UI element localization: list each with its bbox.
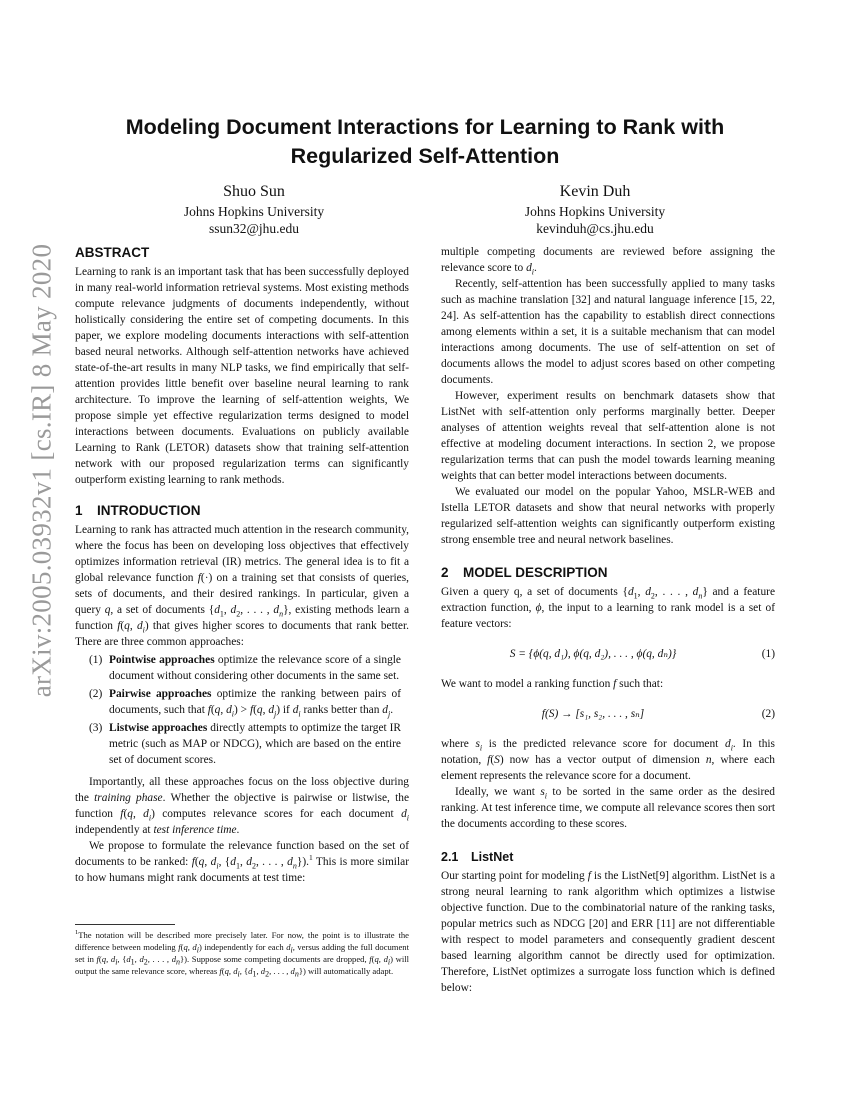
intro-paragraph-3: We propose to formulate the relevance function based on the set of documents to be ranked: f(q, $d_i$, {$d_1$, $d_2$, . . . , $d_n\}).^1$ This is more similar to how humans might rank documents at test time:	[75, 840, 409, 884]
equation-2	[441, 704, 775, 724]
author-email: ssun32@jhu.edu	[208, 221, 300, 236]
left-column	[75, 244, 409, 886]
section-title: INTRODUCTION	[97, 503, 201, 518]
model-paragraph-1: Given a query q, a set of documents {$d_1$, $d_2$, . . . , $d_n$} and a feature extraction function, ϕ, the input to a learning to rank model is a set of feature vectors:	[441, 586, 776, 630]
intro-paragraph-1: Learning to rank has attracted much attention in the research community, where the focus has been on developing loss objectives that effectively optimizes information retrieval (IR) metrics. The general idea is to fit a global relevance function f(·) on a training set that consists of queries, sets of documents, and their desired rankings. In particular, given a query q, a set of documents {$d_1$, $d_2$, . . . , $d_n$}, existing methods learn a function f(q, $d_i$) that gives higher scores to documents that rank better. There are three common approaches:	[75, 524, 410, 648]
listnet-paragraph-1: Our starting point for modeling f is the ListNet[9] algorithm. ListNet is a strong neural learning to rank algorithm which optimizes a listwise objective function. Due to the combinatorial nature of the ranking tasks, popular metrics such as NDCG [20] and ERR [11] are not differentiable with respect to model parameters and consequently gradient descent based learning algorithm cannot be directly used for optimization. Therefore, ListNet optimizes a surrogate loss function which is defined below:	[441, 870, 775, 994]
author-block-2	[445, 182, 745, 237]
author-block-1	[104, 182, 404, 237]
list-item: (2) Pairwise approaches optimize the ranking between pairs of documents, such that f(q, $d_i) > f(q$, $d_j$) if $d_i$ ranks better than $d_j$.	[89, 688, 401, 719]
section-title: ListNet	[471, 850, 514, 864]
arxiv-watermark	[22, 243, 62, 697]
author-email: kevinduh@cs.jhu.edu	[536, 221, 654, 236]
intro-paragraph-6: We evaluated our model on the popular Yahoo, MSLR-WEB and Istella LETOR datasets and show that neural networks with properly regularized self-attention weights can significantly outperform existing strong ensemble tree and neural network baselines.	[441, 486, 775, 546]
footnote: $^1$The notation will be described more precisely later. For now, the point is to illustrate the difference between modeling f(q, $d_i$) independently for each $d_i$, versus adding the full document set in f(q, $d_i$, {$d_1$, $d_2$, . . . , $d_n$}). Suppose some competing documents are dropped, f(q, $d_i$) will output the same relevance score, whereas f(q, $d_i$, {$d_1$, $d_2$, . . . , $d_n$}) will automatically adapt.	[75, 929, 410, 979]
listnet-heading	[441, 848, 775, 866]
author-affiliation: Johns Hopkins University	[524, 204, 666, 219]
section-number: 2	[441, 565, 449, 580]
intro-paragraph-2: Importantly, all these approaches focus on the loss objective during the training phase. Whether the objective is pairwise or listwise, the function f(q, $d_i$) computes relevance scores for each document $d_i$ independently at test inference time.	[75, 776, 410, 836]
intro-paragraph-3-continued: multiple competing documents are reviewed before assigning the relevance score to $d_i$.	[441, 246, 775, 277]
equation-1	[441, 644, 775, 664]
footnote-mark: 1	[308, 853, 313, 863]
model-paragraph-3: where $s_i$ is the predicted relevance score for document $d_i$. In this notation, f(S) now has a vector output of dimension n, where each element represents the relevance score for a document.	[441, 738, 776, 782]
intro-paragraph-5: However, experiment results on benchmark datasets show that ListNet with self-attention only performs marginally better. Deeper analyses of attention weights reveal that self-attention alone is not effective at modeling document interactions. In section 2, we propose regularization terms that can push the model towards learning meaning weights that can better model interactions between documents.	[441, 390, 775, 482]
arxiv-identifier: arXiv:2005.03932v1 [cs.IR] 8 May 2020	[26, 243, 57, 697]
author-name: Shuo Sun	[223, 183, 285, 200]
section-number: 2.1	[441, 850, 459, 864]
section-number: 1	[75, 503, 83, 518]
intro-paragraph-3-tail: This is more similar to how humans might rank documents at test time:	[75, 856, 409, 884]
equation-number: (2)	[761, 708, 775, 720]
equation-number: (1)	[761, 648, 775, 660]
model-paragraph-4: Ideally, we want $s_i$ to be sorted in the same order as the desired ranking. At test inference time, we compute all relevance scores then sort the documents according to these scores.	[441, 786, 775, 830]
approaches-list	[75, 652, 409, 768]
author-affiliation: Johns Hopkins University	[183, 204, 325, 219]
equation-expression: f(S) → [s₁, s₂, . . . , sₙ]	[541, 708, 645, 720]
equation-expression: S = {ϕ(q, d₁), ϕ(q, d₂), . . . , ϕ(q, dₙ)}	[509, 648, 677, 660]
model-heading	[441, 564, 775, 582]
relevance-continuation: multiple competing documents are reviewed before assigning the relevance score to	[441, 246, 775, 274]
list-item: (1) Pointwise approaches optimize the relevance score of a single document without considering other documents in the same set.	[89, 654, 401, 682]
abstract-text: Learning to rank is an important task that has been successfully deployed in many real-world information retrieval systems. Most existing methods compute relevance judgments of documents independently, without holistically considering the entire set of competing documents. In this paper, we explore modeling documents interactions with self-attention based neural networks. Although self-attention networks have achieved state-of-the-art results in many NLP tasks, we find empirically that self-attention provides little benefit over baseline neural learning to rank architecture. To improve the learning of self-attention weights, We propose simple yet effective regularization terms designed to model interactions between documents. Evaluations on publicly available Learning to Rank (LETOR) datasets show that training self-attention network with our proposed regularization terms can significantly outperform existing learning to rank methods.	[75, 266, 409, 486]
footnote-divider	[75, 924, 175, 925]
intro-paragraph-4: Recently, self-attention has been successfully applied to many tasks such as machine translation [32] and natural language inference [15, 22, 24]. As self-attention has the capability to establish direct connections among elements within a set, it is a suitable mechanism that can model interactions among documents. The use of self-attention on set of documents allows the model to adjust scores based on other competing documents.	[441, 278, 775, 386]
section-title: MODEL DESCRIPTION	[463, 565, 608, 580]
author-name: Kevin Duh	[559, 183, 631, 200]
right-column	[441, 244, 775, 996]
abstract-heading: ABSTRACT	[75, 245, 150, 260]
paper-title: Modeling Document Interactions for Learning to Rank with Regularized Self-Attention	[125, 115, 725, 168]
list-item: (3) Listwise approaches directly attempts to optimize the target IR metric (such as MAP or NDCG), which are based on the entire set of document scores.	[89, 722, 402, 766]
model-paragraph-2: We want to model a ranking function f such that:	[441, 678, 664, 690]
intro-heading	[75, 502, 409, 520]
